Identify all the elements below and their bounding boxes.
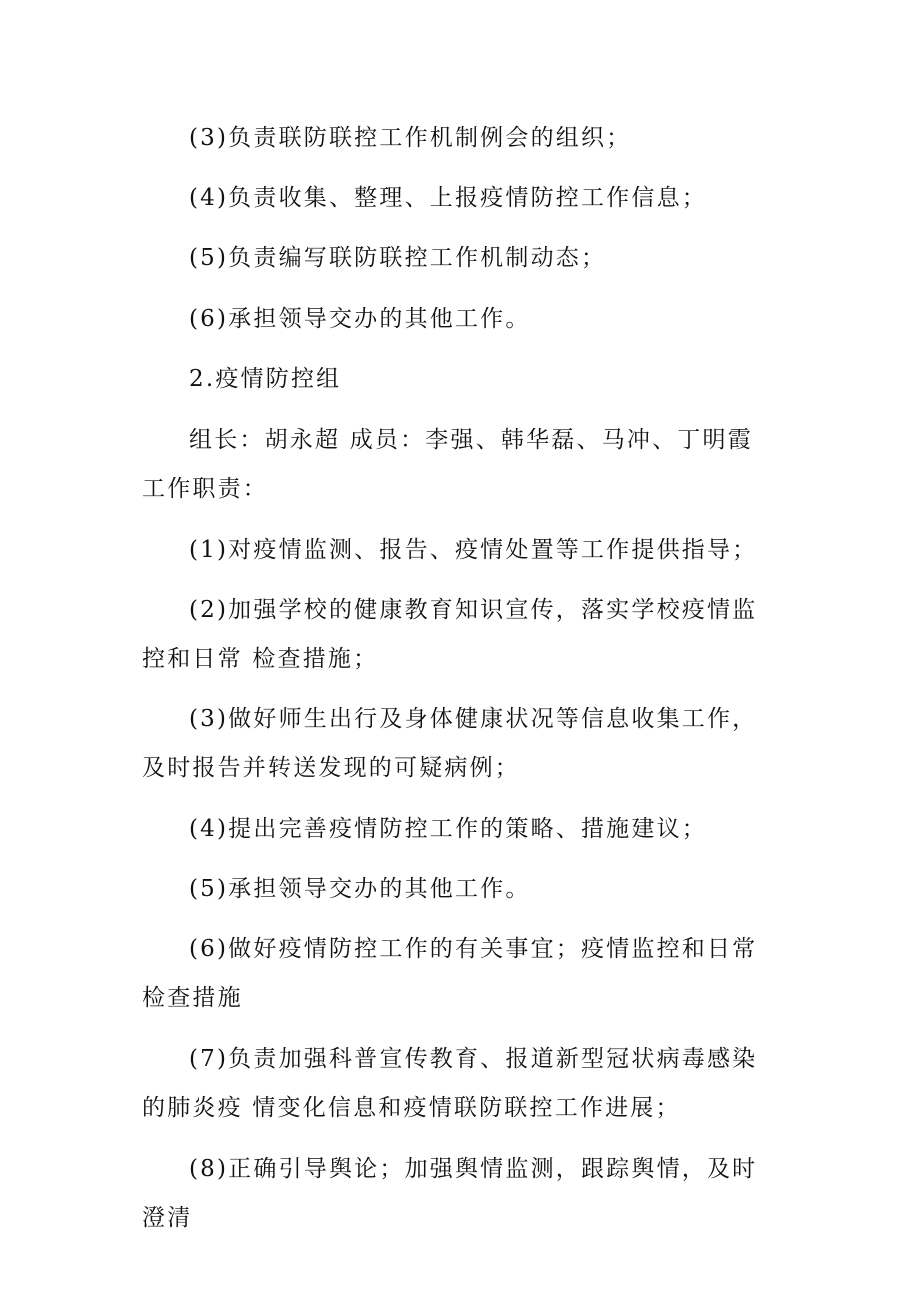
paragraph-item-5-dynamics: (5)负责编写联防联控工作机制动态； (189, 245, 607, 271)
paragraph-duty-7: (7)负责加强科普宣传教育、报道新型冠状病毒感染的肺炎疫 情变化信息和疫情联防联控工作进展； (142, 1046, 758, 1121)
paragraph-duty-2: (2)加强学校的健康教育知识宣传，落实学校疫情监控和日常 检查措施； (142, 597, 758, 672)
paragraph-item-3-meeting: (3)负责联防联控工作机制例会的组织； (189, 125, 632, 151)
section-heading-epidemic-group: 2.疫情防控组 (189, 366, 342, 392)
paragraph-group-members: 组长：胡永超 成员：李强、韩华磊、马冲、丁明霞 工作职责： (142, 427, 753, 502)
paragraph-item-6-other: (6)承担领导交办的其他工作。 (189, 306, 531, 332)
paragraph-duty-8: (8)正确引导舆论；加强舆情监测，跟踪舆情，及时澄清 (142, 1156, 758, 1231)
paragraph-duty-6: (6)做好疫情防控工作的有关事宜；疫情监控和日常检查措施 (142, 936, 758, 1011)
paragraph-duty-3: (3)做好师生出行及身体健康状况等信息收集工作，及时报告并转送发现的可疑病例； (142, 706, 758, 781)
paragraph-duty-4: (4)提出完善疫情防控工作的策略、措施建议； (189, 816, 707, 842)
paragraph-item-4-info: (4)负责收集、整理、上报疫情防控工作信息； (189, 185, 707, 211)
paragraph-duty-1: (1)对疫情监测、报告、疫情处置等工作提供指导； (189, 537, 758, 563)
paragraph-duty-5: (5)承担领导交办的其他工作。 (189, 876, 531, 902)
